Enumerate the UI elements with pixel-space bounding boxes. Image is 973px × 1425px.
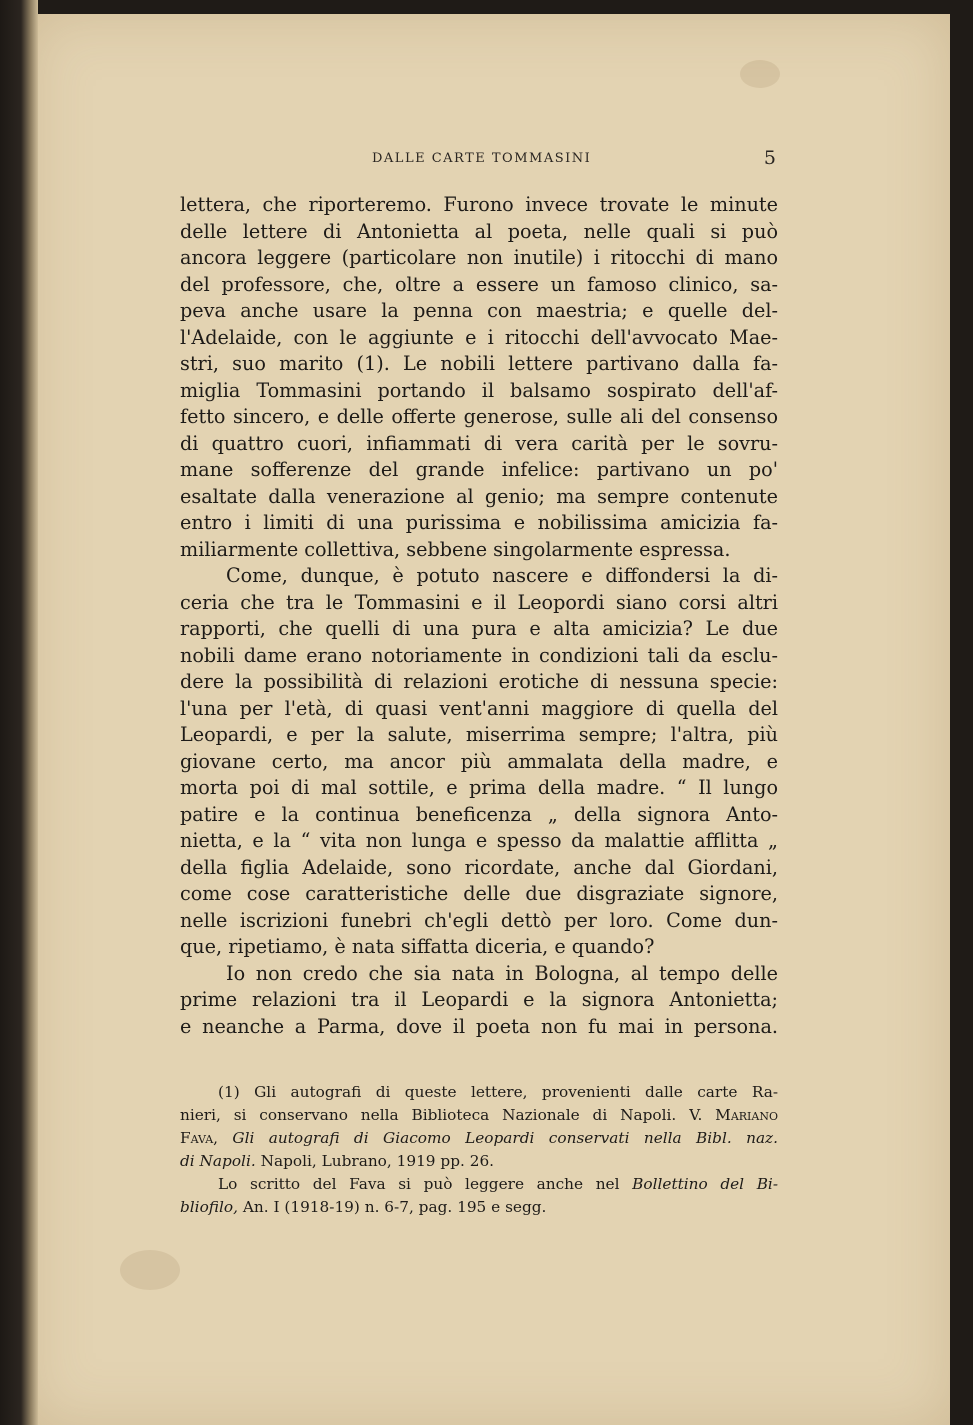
book-gutter bbox=[0, 0, 38, 1425]
text-line: mane sofferenze del grande infelice: partivano un po' bbox=[180, 458, 778, 481]
text-line: giovane certo, ma ancor più ammalata della madre, e bbox=[180, 749, 778, 773]
footnotes bbox=[180, 1081, 778, 1219]
paper-stain bbox=[740, 60, 780, 88]
book-title: Gli autografi di Giacomo Leopardi conservati nella Bibl. naz. bbox=[232, 1129, 778, 1147]
book-title-end: di Napoli. bbox=[180, 1152, 256, 1170]
footnote-line bbox=[180, 1150, 778, 1173]
footnote-text: nieri, si conservano nella Biblioteca Nazionale di Napoli. V. bbox=[180, 1106, 703, 1124]
text-line-paragraph-start: Io non credo che sia nata in Bologna, al tempo delle bbox=[226, 961, 778, 985]
footnote-line bbox=[180, 1196, 778, 1219]
text-line: esaltate dalla venerazione al genio; ma sempre contenute bbox=[180, 484, 778, 508]
text-line: patire e la continua beneficenza „ della signora Anto- bbox=[180, 802, 778, 826]
text-line: nietta, e la “ vita non lunga e spesso da malattie afflitta „ bbox=[180, 829, 778, 852]
text-line: della figlia Adelaide, sono ricordate, anche dal Giordani, bbox=[180, 855, 778, 879]
text-line: peva anche usare la penna con maestria; e quelle del- bbox=[180, 299, 778, 322]
text-line-paragraph-start: Come, dunque, è potuto nascere e diffondersi la di- bbox=[226, 564, 778, 587]
text-line: morta poi di mal sottile, e prima della madre. “ Il lungo bbox=[180, 776, 778, 799]
text-line: nelle iscrizioni funebri ch'egli dettò per loro. Come dun- bbox=[180, 908, 778, 932]
body-text bbox=[180, 192, 778, 1040]
text-line: lettera, che riporteremo. Furono invece trovate le minute bbox=[180, 193, 778, 216]
text-line: rapporti, che quelli di una pura e alta amicizia? Le due bbox=[180, 617, 778, 640]
text-line: nobili dame erano notoriamente in condizioni tali da esclu- bbox=[180, 643, 778, 667]
text-line: del professore, che, oltre a essere un famoso clinico, sa- bbox=[180, 272, 778, 296]
journal-title: Bollettino del Bi- bbox=[632, 1175, 778, 1193]
text-line: stri, suo marito (1). Le nobili lettere partivano dalla fa- bbox=[180, 352, 778, 375]
text-line-paragraph-end: miliarmente collettiva, sebbene singolarmente espressa. bbox=[180, 537, 731, 561]
journal-title-end: bliofilo, bbox=[180, 1198, 238, 1216]
running-head bbox=[180, 147, 778, 171]
footnote-line bbox=[180, 1104, 778, 1127]
text-line: dere la possibilità di relazioni erotiche di nessuna specie: bbox=[180, 670, 778, 693]
page-number: 5 bbox=[763, 147, 776, 169]
text-line: prime relazioni tra il Leopardi e la signora Antonietta; bbox=[180, 988, 778, 1011]
footnote-line bbox=[180, 1127, 778, 1150]
text-line: delle lettere di Antonietta al poeta, nelle quali si può bbox=[180, 219, 778, 243]
author-name: Mariano bbox=[715, 1106, 778, 1124]
text-line-paragraph-end: que, ripetiamo, è nata siffatta diceria, e quando? bbox=[180, 935, 655, 958]
paper-stain bbox=[120, 1250, 180, 1290]
footnote-text: Napoli, Lubrano, 1919 pp. 26. bbox=[260, 1152, 495, 1170]
footnote-text: Lo scritto del Fava si può leggere anche nel bbox=[218, 1175, 620, 1193]
text-line: ceria che tra le Tommasini e il Leopordi siano corsi altri bbox=[180, 590, 778, 614]
text-line: come cose caratteristiche delle due disgraziate signore, bbox=[180, 882, 778, 905]
text-line: fetto sincero, e delle offerte generose, sulle ali del consenso bbox=[180, 405, 778, 428]
footnote-text: An. I (1918-19) n. 6-7, pag. 195 e segg. bbox=[242, 1198, 547, 1216]
footnote-line bbox=[180, 1173, 778, 1196]
footnote-line: (1) Gli autografi di queste lettere, provenienti dalle carte Ra- bbox=[218, 1083, 778, 1101]
text-line: e neanche a Parma, dove il poeta non fu mai in persona. bbox=[180, 1014, 778, 1038]
text-line: Leopardi, e per la salute, miserrima sempre; l'altra, più bbox=[180, 723, 778, 746]
running-title: DALLE CARTE TOMMASINI bbox=[372, 151, 592, 166]
text-line: l'una per l'età, di quasi vent'anni maggiore di quella del bbox=[180, 696, 778, 720]
text-line: di quattro cuori, infiammati di vera carità per le sovru- bbox=[180, 431, 778, 455]
author-surname: Fava, bbox=[180, 1129, 219, 1147]
text-line: entro i limiti di una purissima e nobilissima amicizia fa- bbox=[180, 511, 778, 534]
text-line: ancora leggere (particolare non inutile) i ritocchi di mano bbox=[180, 246, 778, 269]
text-line: l'Adelaide, con le aggiunte e i ritocchi dell'avvocato Mae- bbox=[180, 325, 778, 349]
text-line: miglia Tommasini portando il balsamo sospirato dell'af- bbox=[180, 378, 778, 402]
